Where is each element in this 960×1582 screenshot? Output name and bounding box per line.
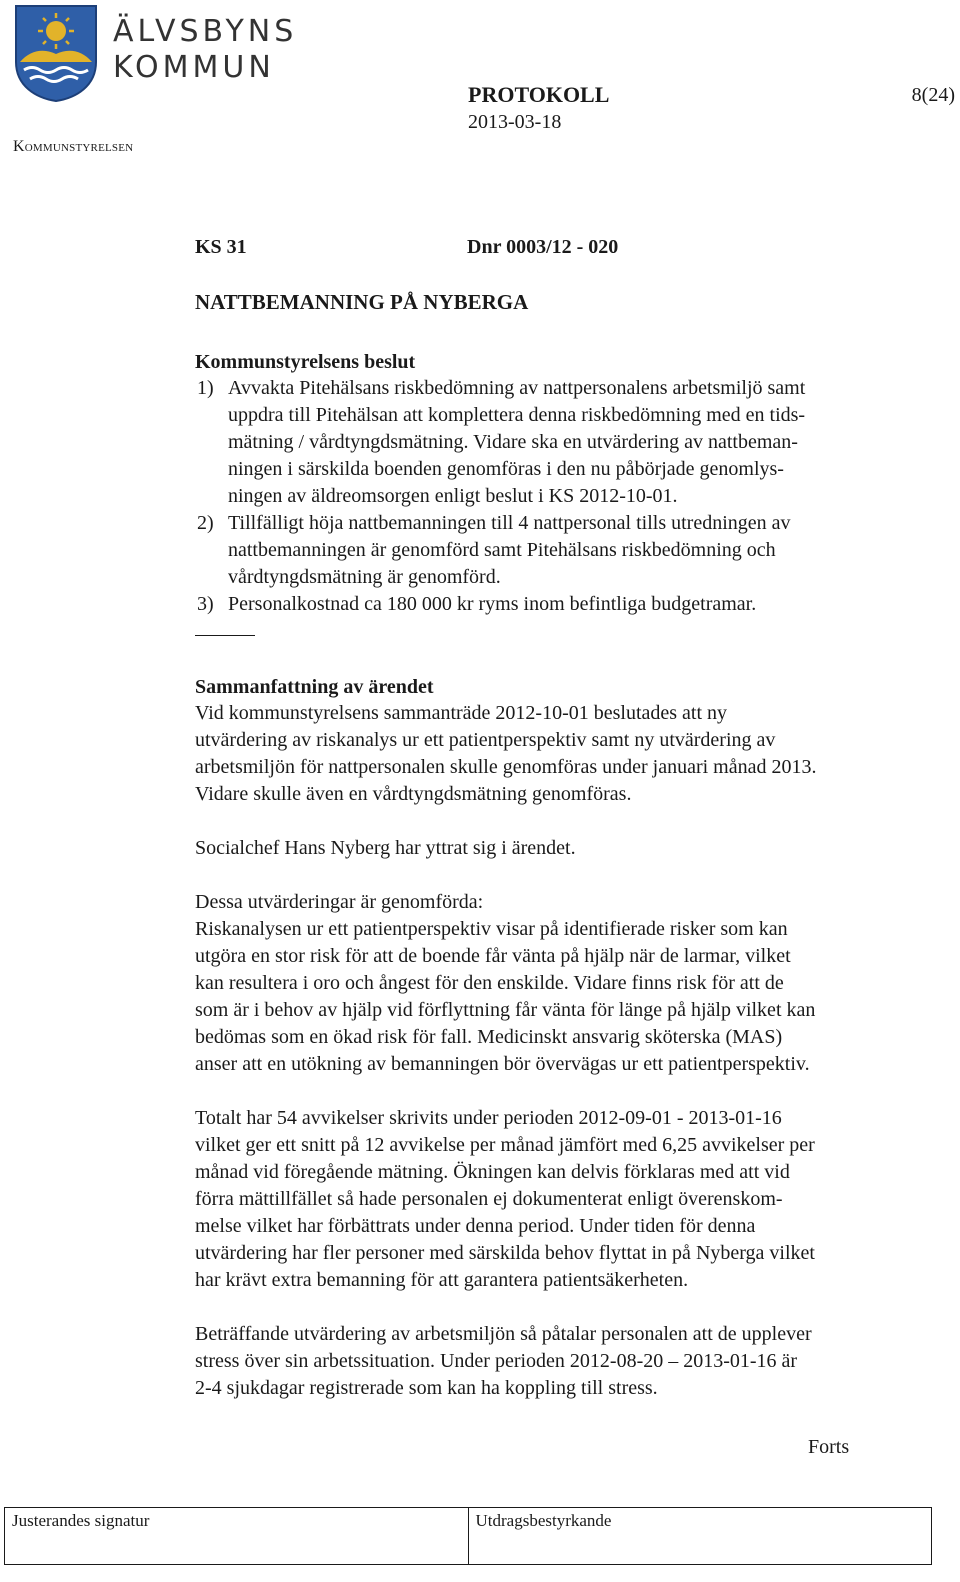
decision-item-line: mätning / vårdtyngdsmätning. Vidare ska en utvärdering av nattbeman- (228, 431, 798, 453)
page-number: 8(24) (911, 84, 955, 106)
decision-heading: Kommunstyrelsens beslut (195, 351, 416, 373)
paragraph-line: utgöra en stor risk för att de boende får vänta på hjälp när de larmar, vilket (195, 945, 791, 967)
paragraph-line: utvärdering av riskanalys ur ett patientperspektiv samt ny utvärdering av (195, 729, 776, 751)
municipality-name-line1: ÄLVSBYNS (113, 14, 298, 49)
continued-note: Forts (808, 1436, 850, 1458)
signature-cell[interactable] (5, 1508, 468, 1564)
signature-box (4, 1507, 932, 1565)
paragraph-line: Vidare skulle även en vårdtyngdsmätning genomföras. (195, 783, 632, 805)
paragraph-line: Beträffande utvärdering av arbetsmiljön så påtalar personalen att de upplever (195, 1323, 812, 1345)
paragraph-line: 2-4 sjukdagar registrerade som kan ha koppling till stress. (195, 1377, 658, 1399)
municipality-crest-logo (14, 4, 98, 102)
summary-paragraph-2 (195, 835, 925, 862)
summary-paragraph-4 (195, 1105, 925, 1294)
certification-label: Utdragsbestyrkande (475, 1511, 612, 1530)
document-body (195, 236, 925, 1402)
decision-item-line: Avvakta Pitehälsans riskbedömning av nattpersonalens arbetsmiljö samt (228, 377, 806, 399)
document-date: 2013-03-18 (468, 111, 562, 133)
municipality-name-line2: KOMMUN (113, 50, 275, 85)
paragraph-line: utvärdering har fler personer med särskilda behov flyttat in på Nyberga vilket (195, 1242, 815, 1264)
paragraph-line: Dessa utvärderingar är genomförda: (195, 891, 484, 913)
crest-shield (16, 6, 96, 101)
paragraph-line: vilket ger ett snitt på 12 avvikelse per månad jämfört med 6,25 avvikelser per (195, 1134, 815, 1156)
paragraph-line: Socialchef Hans Nyberg har yttrat sig i ärendet. (195, 837, 576, 859)
diary-number: Dnr 0003/12 - 020 (467, 236, 619, 258)
decision-item-number: 3) (197, 593, 214, 615)
document-type: PROTOKOLL (468, 82, 610, 107)
case-number: KS 31 (195, 236, 247, 258)
paragraph-line: Vid kommunstyrelsens sammanträde 2012-10-01 beslutades att ny (195, 702, 728, 724)
department-name: Kommunstyrelsen (13, 138, 134, 155)
decision-item-line: vårdtyngdsmätning är genomförd. (228, 566, 501, 588)
paragraph-line: som är i behov av hjälp vid förflyttning får vänta för länge på hjälp vilket kan (195, 999, 816, 1021)
paragraph-line: bedömas som en ökad risk för fall. Medicinskt ansvarig sköterska (MAS) (195, 1026, 783, 1048)
paragraph-line: arbetsmiljön för nattpersonalen skulle genomföras under januari månad 2013. (195, 756, 817, 778)
certification-cell[interactable] (468, 1508, 932, 1564)
paragraph-line: melse vilket har förbättrats under denna period. Under tiden för denna (195, 1215, 756, 1237)
decision-item (195, 591, 925, 618)
decision-item-line: ningen av äldreomsorgen enligt beslut i KS 2012-10-01. (228, 485, 678, 507)
summary-paragraph-5 (195, 1321, 925, 1402)
decision-item-number: 2) (197, 512, 214, 534)
paragraph-line: Totalt har 54 avvikelser skrivits under perioden 2012-09-01 - 2013-01-16 (195, 1107, 782, 1129)
paragraph-line: månad vid föregående mätning. Ökningen kan delvis förklaras med att vid (195, 1161, 790, 1183)
paragraph-line: förra mättillfället så hade personalen ej dokumenterat enligt överenskom- (195, 1188, 783, 1210)
summary-paragraph-1 (195, 700, 925, 808)
decision-item-line: Tillfälligt höja nattbemanningen till 4 nattpersonal tills utredningen av (228, 512, 791, 534)
paragraph-line: kan resultera i oro och ångest för den enskilde. Vidare finns risk för att de (195, 972, 784, 994)
paragraph-line: anser att en utökning av bemanningen bör övervägas ur ett patientperspektiv. (195, 1053, 810, 1075)
decision-item (195, 375, 925, 510)
case-title: NATTBEMANNING PÅ NYBERGA (195, 290, 529, 314)
decision-list (195, 375, 925, 618)
decision-item-line: uppdra till Pitehälsan att komplettera denna riskbedömning med en tids- (228, 404, 806, 426)
case-reference (195, 236, 925, 266)
decision-item-line: nattbemanningen är genomförd samt Pitehälsans riskbedömning och (228, 539, 776, 561)
decision-item-line: ningen i särskilda boenden genomföras i den nu påbörjade genomlys- (228, 458, 784, 480)
paragraph-line: stress över sin arbetssituation. Under perioden 2012-08-20 – 2013-01-16 är (195, 1350, 798, 1372)
decision-item-line: Personalkostnad ca 180 000 kr ryms inom befintliga budgetramar. (228, 593, 757, 615)
signature-label: Justerandes signatur (12, 1511, 150, 1530)
decision-item-number: 1) (197, 377, 214, 399)
paragraph-line: har krävt extra bemanning för att garantera patientsäkerheten. (195, 1269, 689, 1291)
decision-item (195, 510, 925, 591)
summary-heading: Sammanfattning av ärendet (195, 676, 434, 698)
paragraph-line: Riskanalysen ur ett patientperspektiv visar på identifierade risker som kan (195, 918, 788, 940)
summary-paragraph-3 (195, 889, 925, 1078)
municipality-name (113, 14, 297, 86)
